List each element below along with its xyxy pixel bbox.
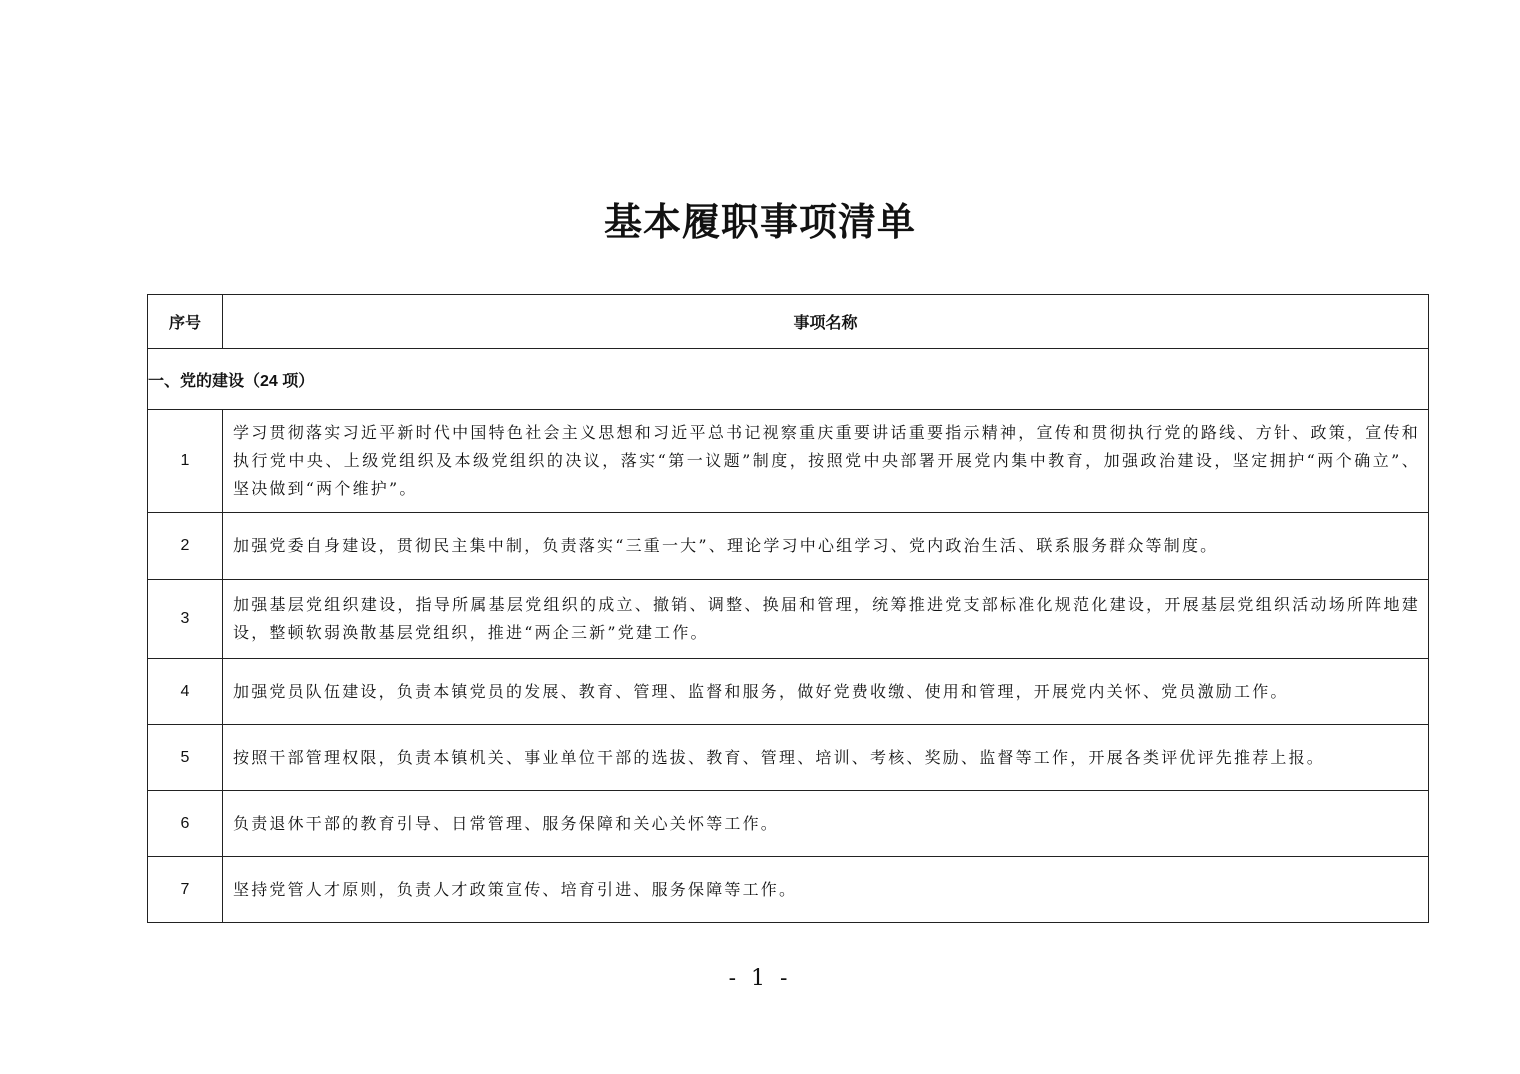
table-row bbox=[148, 513, 1429, 580]
row-item-name: 加强基层党组织建设，指导所属基层党组织的成立、撤销、调整、换届和管理，统筹推进党支部标准化规范化建设，开展基层党组织活动场所阵地建设，整顿软弱涣散基层党组织，推进“两企三新”党建工作。 bbox=[223, 580, 1429, 659]
table-header-row bbox=[148, 295, 1429, 349]
row-number: 1 bbox=[148, 410, 223, 513]
row-number: 6 bbox=[148, 791, 223, 857]
row-item-name: 负责退休干部的教育引导、日常管理、服务保障和关心关怀等工作。 bbox=[223, 791, 1429, 857]
row-number: 3 bbox=[148, 580, 223, 659]
row-item-name: 学习贯彻落实习近平新时代中国特色社会主义思想和习近平总书记视察重庆重要讲话重要指示精神，宣传和贯彻执行党的路线、方针、政策，宣传和执行党中央、上级党组织及本级党组织的决议，落实“第一议题”制度，按照党中央部署开展党内集中教育，加强政治建设，坚定拥护“两个确立”、坚决做到“两个维护”。 bbox=[223, 410, 1429, 513]
header-serial-number: 序号 bbox=[148, 295, 223, 349]
table-row bbox=[148, 410, 1429, 513]
table-row bbox=[148, 791, 1429, 857]
table-row bbox=[148, 659, 1429, 725]
section-title: 一、党的建设（24 项） bbox=[148, 349, 1429, 410]
row-item-name: 坚持党管人才原则，负责人才政策宣传、培育引进、服务保障等工作。 bbox=[223, 857, 1429, 923]
row-item-name: 按照干部管理权限，负责本镇机关、事业单位干部的选拔、教育、管理、培训、考核、奖励、监督等工作，开展各类评优评先推荐上报。 bbox=[223, 725, 1429, 791]
table-row bbox=[148, 725, 1429, 791]
row-number: 2 bbox=[148, 513, 223, 580]
table-row bbox=[148, 580, 1429, 659]
row-item-name: 加强党员队伍建设，负责本镇党员的发展、教育、管理、监督和服务，做好党费收缴、使用和管理，开展党内关怀、党员激励工作。 bbox=[223, 659, 1429, 725]
header-item-name: 事项名称 bbox=[223, 295, 1429, 349]
page-number: - 1 - bbox=[728, 966, 792, 991]
row-number: 4 bbox=[148, 659, 223, 725]
row-item-name: 加强党委自身建设，贯彻民主集中制，负责落实“三重一大”、理论学习中心组学习、党内政治生活、联系服务群众等制度。 bbox=[223, 513, 1429, 580]
duty-items-table bbox=[147, 294, 1429, 923]
row-number: 7 bbox=[148, 857, 223, 923]
section-row bbox=[148, 349, 1429, 410]
table-row bbox=[148, 857, 1429, 923]
document-title: 基本履职事项清单 bbox=[603, 199, 916, 244]
row-number: 5 bbox=[148, 725, 223, 791]
